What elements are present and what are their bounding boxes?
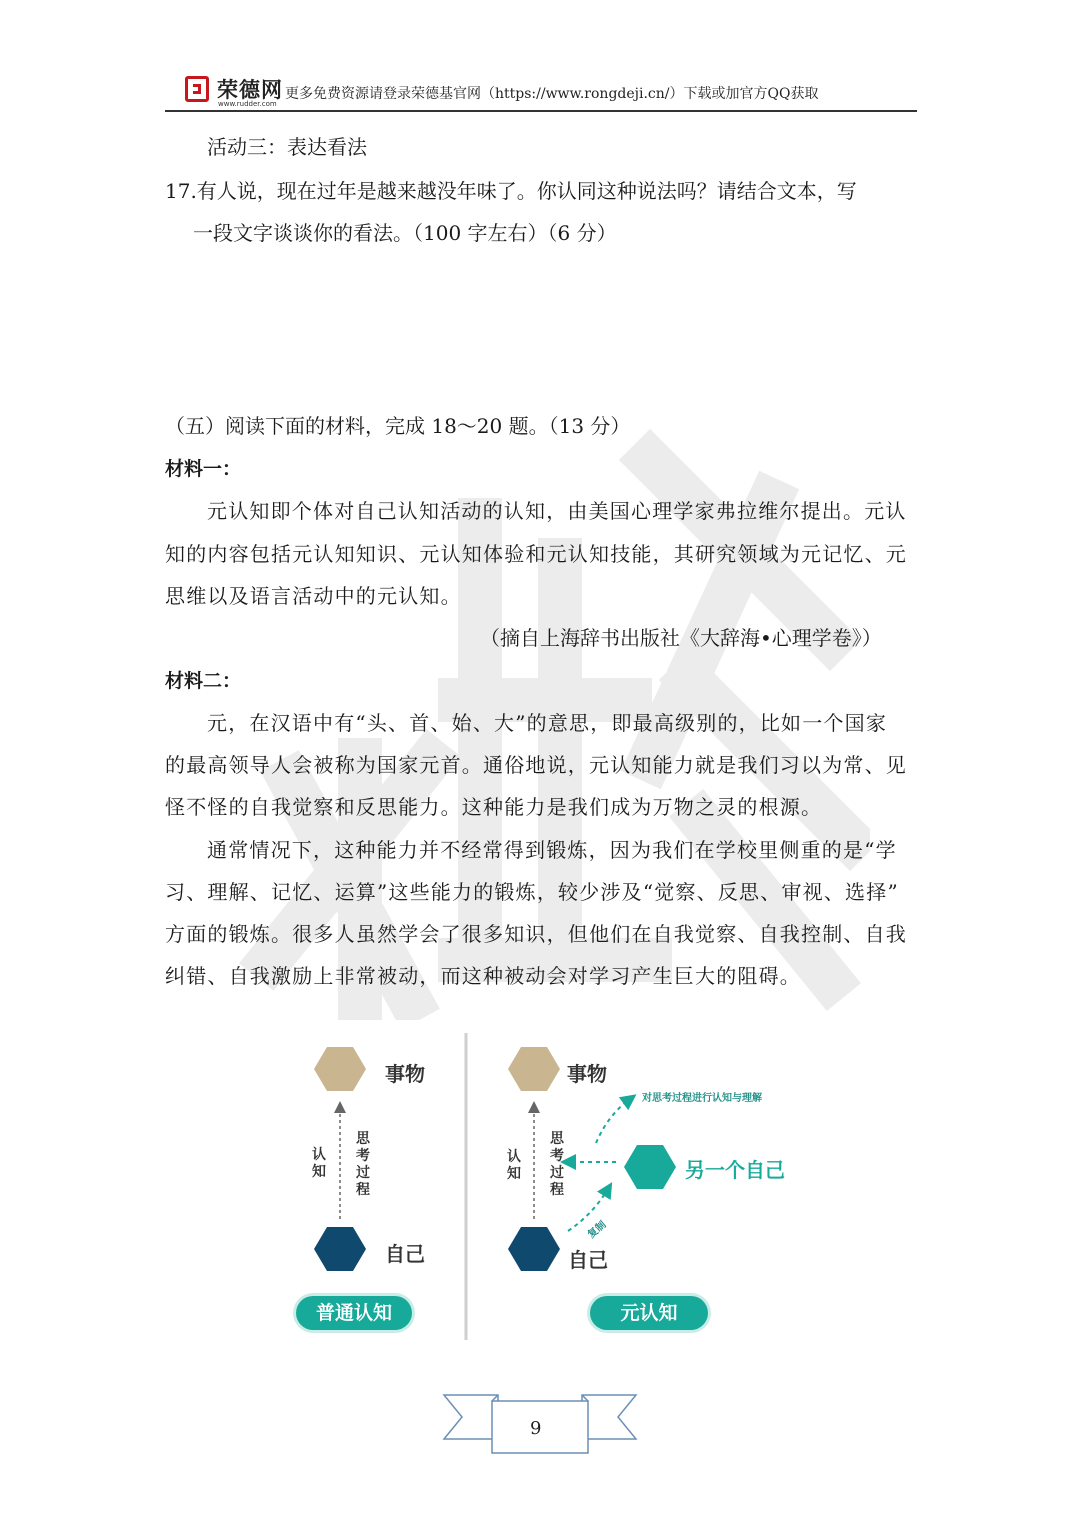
material-2-line: 元，在汉语中有“头、首、始、大”的意思，即最高级别的，比如一个国家 <box>207 711 888 735</box>
question-17-line-1: 17.有人说，现在过年是越来越没年味了。你认同这种说法吗？请结合文本，写 <box>165 179 857 203</box>
header-notice: 更多免费资源请登录荣德基官网（https://www.rongdeji.cn/）下载或加官方QQ获取 <box>285 86 819 102</box>
reflect-note: 对思考过程进行认知与理解 <box>642 1093 762 1104</box>
activity-title: 活动三：表达看法 <box>207 135 367 159</box>
material-1-line: 思维以及语言活动中的元认知。 <box>165 584 462 608</box>
normal-cognition-badge: 普通认知 <box>296 1296 412 1330</box>
copy-note: 复制 <box>586 1219 609 1241</box>
self-label: 自己 <box>385 1242 425 1266</box>
other-self-label: 另一个自己 <box>685 1158 785 1182</box>
material-1-line: 元认知即个体对自己认知活动的认知，由美国心理学家弗拉维尔提出。元认 <box>207 499 907 523</box>
thing-hexagon-icon <box>314 1047 366 1091</box>
thing-hexagon-icon <box>508 1047 560 1091</box>
page-number: 9 <box>530 1418 542 1439</box>
metacognition-badge: 元认知 <box>590 1296 708 1330</box>
logo-url: www.rudder.com <box>218 100 277 108</box>
material-2-line: 通常情况下，这种能力并不经常得到锻炼，因为我们在学校里侧重的是“学 <box>207 838 897 862</box>
section-intro: （五）阅读下面的材料，完成 18～20 题。（13 分） <box>165 414 631 438</box>
self-hexagon-icon <box>314 1227 366 1271</box>
self-hexagon-icon <box>508 1227 560 1271</box>
logo-icon <box>185 76 209 102</box>
material-2-line: 的最高领导人会被称为国家元首。通俗地说，元认知能力就是我们习以为常、见 <box>165 753 907 777</box>
thinking-process-label: 思考过程 <box>550 1131 564 1198</box>
thinking-process-label: 思考过程 <box>356 1131 370 1198</box>
self-label: 自己 <box>568 1248 608 1272</box>
reflect-arrow <box>596 1099 630 1143</box>
material-2-line: 怪不怪的自我觉察和反思能力。这种能力是我们成为万物之灵的根源。 <box>165 795 823 819</box>
recognize-label: 认知 <box>312 1147 326 1180</box>
cognition-diagram <box>290 1025 850 1345</box>
thing-label: 事物 <box>567 1062 607 1086</box>
material-1-line: 知的内容包括元认知知识、元认知体验和元认知技能，其研究领域为元记忆、元 <box>165 542 907 566</box>
material-2-line: 方面的锻炼。很多人虽然学会了很多知识，但他们在自我觉察、自我控制、自我 <box>165 922 907 946</box>
logo-name: 荣德网 <box>217 78 283 102</box>
other-self-hexagon-icon <box>624 1145 676 1189</box>
material-1-label: 材料一： <box>165 458 242 480</box>
material-2-label: 材料二： <box>165 670 242 692</box>
page-header <box>165 74 917 112</box>
thing-label: 事物 <box>385 1062 425 1086</box>
question-17-line-2: 一段文字谈谈你的看法。（100 字左右）（6 分） <box>193 221 617 245</box>
recognize-label: 认知 <box>507 1149 521 1182</box>
material-2-line: 纠错、自我激励上非常被动，而这种被动会对学习产生巨大的阻碍。 <box>165 964 801 988</box>
material-2-line: 习、理解、记忆、运算”这些能力的锻炼，较少涉及“觉察、反思、审视、选择” <box>165 880 899 904</box>
material-1-source: （摘自上海辞书出版社《大辞海•心理学卷》） <box>480 626 882 650</box>
